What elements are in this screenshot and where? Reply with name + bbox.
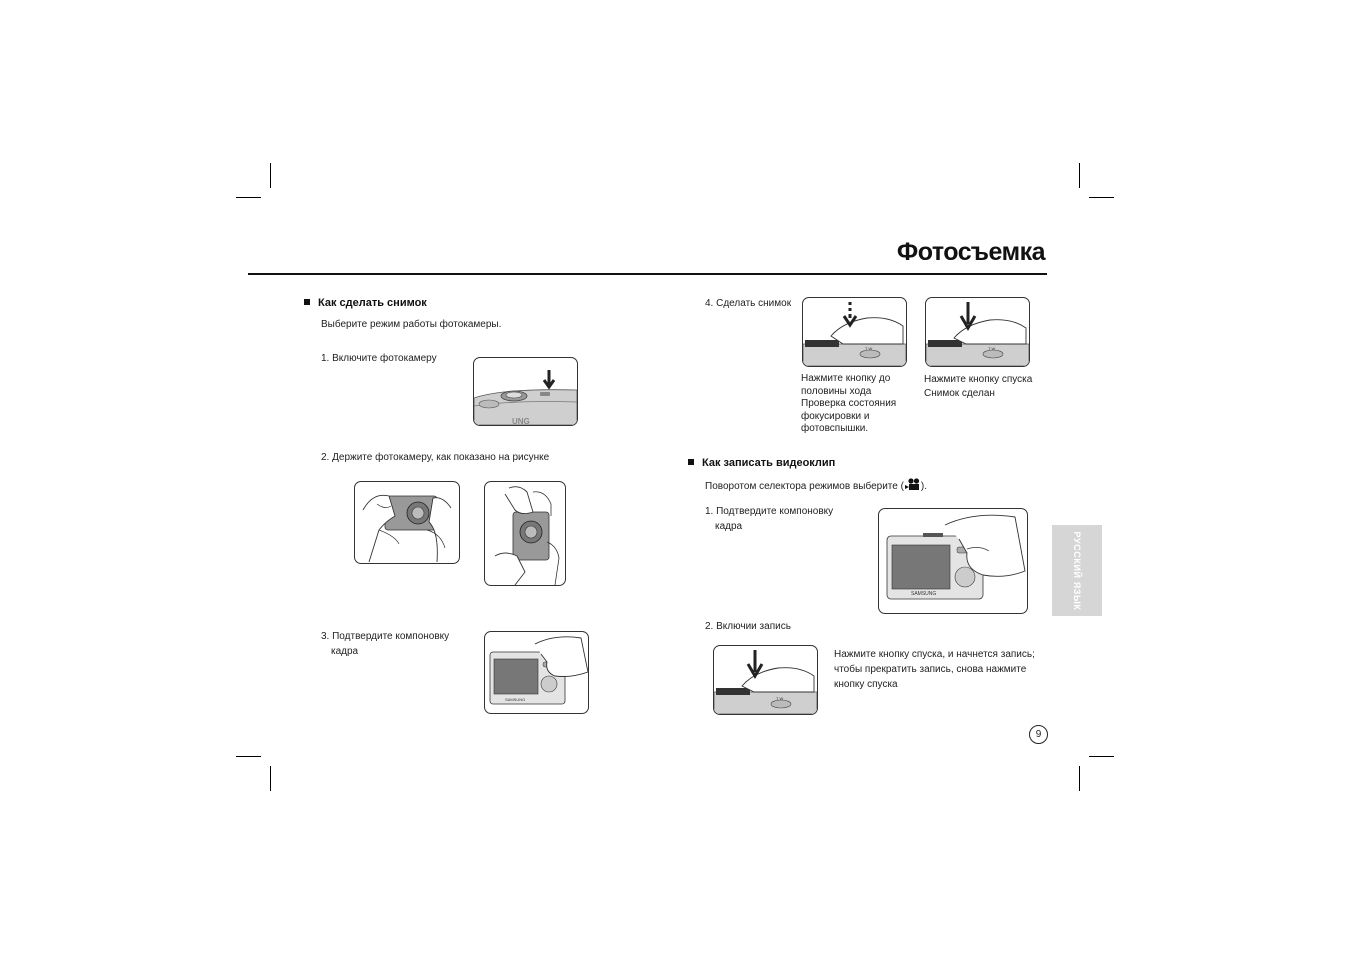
photo-step-2: 2. Держите фотокамеру, как показано на рисунке [321,452,550,463]
power-on-illustration [473,357,578,426]
brand-label: SAMSUNG [911,591,937,597]
caption-line: Нажмите кнопку до [801,373,891,384]
photo-step-3-line1: 3. Подтвердите компоновку [321,631,450,642]
video-intro-after: ). [920,481,928,492]
zoom-label: T W [776,696,784,701]
caption-line: фокусировки и [801,410,870,422]
note-line: Нажмите кнопку спуска, и начнется запись; [834,649,1035,660]
zoom-label: T W [988,346,996,351]
video-section-heading [688,457,835,469]
bullet-square-icon [688,459,694,465]
record-note [834,647,1035,692]
crop-mark [1089,197,1114,198]
photo-step-1: 1. Включите фотокамеру [321,353,437,364]
photo-section-heading [304,297,427,309]
video-step-1 [705,505,833,533]
video-compose-illustration [878,508,1028,614]
language-side-tab [1052,525,1102,616]
zoom-label: T W [865,346,873,351]
photo-intro: Выберите режим работы фотокамеры. [321,319,502,330]
movie-camera-icon [904,478,921,491]
compose-frame-illustration [484,631,589,714]
hands-horizontal-drawing [355,482,459,563]
crop-mark [1089,756,1114,757]
caption-line: Снимок сделан [924,388,995,399]
camera-top-drawing [474,358,577,425]
full-press-illustration [925,297,1030,367]
hold-horizontal-illustration [354,481,460,564]
hands-vertical-drawing [485,482,565,585]
note-line: кнопку спуска [834,679,898,690]
crop-mark [1079,163,1080,188]
caption-line: Проверка состояния [801,398,897,409]
camera-back-large-drawing [879,509,1027,613]
crop-mark [270,163,271,188]
brand-label: SAMSUNG [505,697,526,702]
half-press-illustration [802,297,907,367]
crop-mark [1079,766,1080,791]
crop-mark [236,756,261,757]
photo-step-3 [321,630,449,658]
photo-step-3-line2: кадра [331,646,359,657]
record-press-illustration [713,645,818,715]
video-step-2: 2. Включии запись [705,621,791,632]
shutter-full-press-drawing [926,298,1029,366]
half-press-caption [801,373,896,436]
crop-mark [270,766,271,791]
photo-heading-text: Как сделать снимок [318,297,427,309]
crop-mark [236,197,261,198]
header-rule [248,273,1047,275]
photo-step-4: 4. Сделать снимок [705,298,792,309]
shutter-record-drawing [714,646,817,714]
note-line: чтобы прекратить запись, снова нажмите [834,664,1027,675]
page-title: Фотосъемка [896,238,1045,266]
hold-vertical-illustration [484,481,566,586]
caption-line: Нажмите кнопку спуска [924,374,1033,385]
page-number: 9 [1029,725,1048,744]
video-intro-before: Поворотом селектора режимов выберите ( [705,481,904,492]
shutter-half-press-drawing [803,298,906,366]
camera-back-drawing [485,632,588,713]
video-step-1-line2: кадра [715,521,743,532]
video-heading-text: Как записать видеоклип [702,457,836,469]
video-intro [705,478,927,493]
svg-text:UNG: UNG [512,417,530,425]
caption-line: половины хода [801,385,872,397]
video-step-1-line1: 1. Подтвердите компоновку [705,506,834,517]
bullet-square-icon [304,299,310,305]
language-tab-label: РУССКИЙ ЯЗЫК [1072,530,1082,611]
full-press-caption [924,373,1032,401]
caption-line: фотовспышки. [801,423,869,434]
